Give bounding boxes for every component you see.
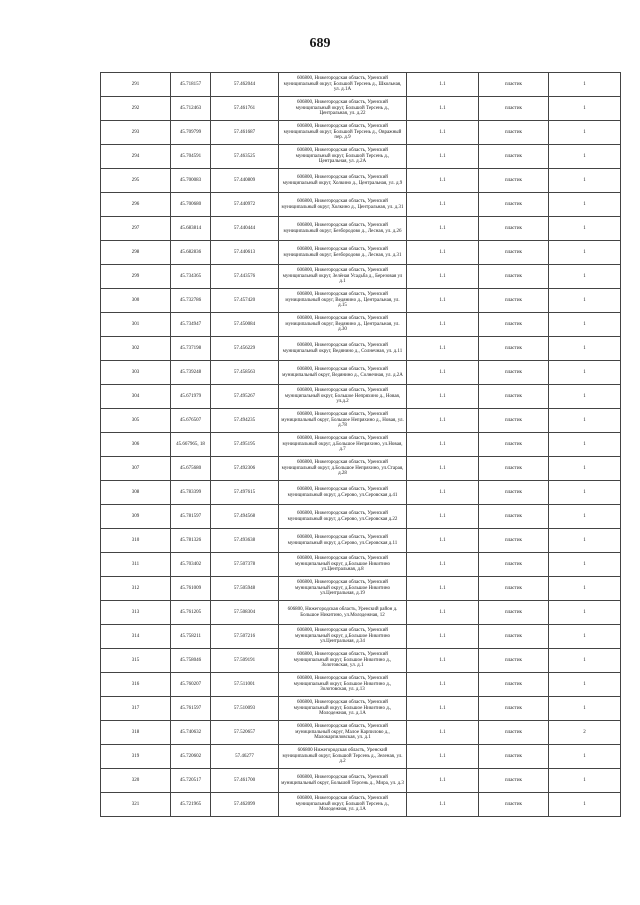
table-row [101,193,621,217]
longitude-cell: 57.492306 [211,457,279,481]
longitude-cell: 57.495267 [211,385,279,409]
table-row [101,481,621,505]
quantity-cell: 1 [549,409,621,433]
address-cell: 606800, Нижегородская область, Уренский муниципальный округ, Большое Никитино д., Золотовская, ул. д.1 [279,649,407,673]
table-row [101,361,621,385]
address-cell: 606800, Нижегородская область, Уренский муниципальный округ, Ведянино д., Центральная, ул. д.15 [279,289,407,313]
table-row [101,721,621,745]
material-cell: пластик [479,385,549,409]
longitude-cell: 57.440972 [211,193,279,217]
row-number-cell: 301 [101,313,171,337]
quantity-cell: 1 [549,313,621,337]
quantity-cell: 1 [549,481,621,505]
table-row [101,313,621,337]
table-row [101,793,621,817]
size-cell: 1.1 [407,265,479,289]
latitude-cell: 45.709799 [171,121,211,145]
address-cell: 606800, Нижегородская область, Уренский муниципальный округ, Зелёная Усадьба д., Березовая ул д.1 [279,265,407,289]
table-row [101,73,621,97]
size-cell: 1.1 [407,529,479,553]
latitude-cell: 45.740632 [171,721,211,745]
material-cell: пластик [479,577,549,601]
quantity-cell: 1 [549,337,621,361]
latitude-cell: 45.703402 [171,553,211,577]
size-cell: 1.1 [407,649,479,673]
longitude-cell: 57.508304 [211,601,279,625]
row-number-cell: 294 [101,145,171,169]
size-cell: 1.1 [407,577,479,601]
longitude-cell: 57.494235 [211,409,279,433]
material-cell: пластик [479,145,549,169]
table-row [101,265,621,289]
material-cell: пластик [479,673,549,697]
material-cell: пластик [479,505,549,529]
latitude-cell: 45.761009 [171,577,211,601]
table-row [101,385,621,409]
row-number-cell: 310 [101,529,171,553]
address-cell: 606800, Нижегородская область, Уренский муниципальный округ, Большой Терсень д., Мира, ул. д.3 [279,769,407,793]
material-cell: пластик [479,313,549,337]
longitude-cell: 57.497615 [211,481,279,505]
table-row [101,649,621,673]
material-cell: пластик [479,97,549,121]
material-cell: пластик [479,361,549,385]
row-number-cell: 319 [101,745,171,769]
table-row [101,601,621,625]
longitude-cell: 57.46277 [211,745,279,769]
size-cell: 1.1 [407,553,479,577]
size-cell: 1.1 [407,721,479,745]
material-cell: пластик [479,721,549,745]
size-cell: 1.1 [407,361,479,385]
latitude-cell: 45.675680 [171,457,211,481]
quantity-cell: 1 [549,697,621,721]
longitude-cell: 57.510093 [211,697,279,721]
material-cell: пластик [479,529,549,553]
size-cell: 1.1 [407,697,479,721]
material-cell: пластик [479,241,549,265]
latitude-cell: 45.667965, 18 [171,433,211,457]
page-number: 689 [309,36,331,51]
address-cell: 606800, Нижегородская область, Уренский муниципальный округ, Безбородово д., Лесная, ул. д.26 [279,217,407,241]
longitude-cell: 57.511001 [211,673,279,697]
latitude-cell: 45.683814 [171,217,211,241]
longitude-cell: 57.507216 [211,625,279,649]
longitude-cell: 57.456229 [211,337,279,361]
row-number-cell: 296 [101,193,171,217]
address-cell: 606800, Нижегородская область, Уренский район д. Большое Никитино, ул.Молодежная, 12 [279,601,407,625]
table-row [101,289,621,313]
material-cell: пластик [479,193,549,217]
address-cell: 606800, Нижегородская область, Уренский муниципальный округ, д.Большое Непряхино, ул.Новая, д.7 [279,433,407,457]
row-number-cell: 309 [101,505,171,529]
material-cell: пластик [479,553,549,577]
latitude-cell: 45.671979 [171,385,211,409]
size-cell: 1.1 [407,505,479,529]
size-cell: 1.1 [407,433,479,457]
table-row [101,241,621,265]
address-cell: 606800, Нижегородская область, Уренский муниципальный округ, Большое Никитино д., Золотовская, ул. д.13 [279,673,407,697]
address-cell: 606800, Нижегородская область, Уренский муниципальный округ, Большое Непряхино д., Новая, ул.д.2 [279,385,407,409]
quantity-cell: 1 [549,457,621,481]
row-number-cell: 317 [101,697,171,721]
material-cell: пластик [479,793,549,817]
material-cell: пластик [479,337,549,361]
address-cell: 606800, Нижегородская область, Уренский муниципальный округ, Большой Терсень д., Овражный пер. д.9 [279,121,407,145]
address-cell: 606800, Нижегородская область, Уренский муниципальный округ, Ведянино д., Солнечная, ул. д.11 [279,337,407,361]
latitude-cell: 45.720602 [171,745,211,769]
address-cell: 606800, Нижегородская область, Уренский муниципальный округ, Ведянино д., Центральная, ул. д.30 [279,313,407,337]
registry-table [100,72,621,817]
address-cell: 606800, Нижегородская область, Уренский муниципальный округ, д.Большое Никитино ул.Центральная, д.34 [279,625,407,649]
longitude-cell: 57.440444 [211,217,279,241]
address-cell: 606800, Нижегородская область, Уренский муниципальный округ, д.Большое Никитино ул.Центральная, д.8 [279,553,407,577]
table-row [101,745,621,769]
material-cell: пластик [479,217,549,241]
row-number-cell: 293 [101,121,171,145]
address-cell: 606800, Нижегородская область, Уренский муниципальный округ, д.Серово, ул.Серовская д.11 [279,529,407,553]
table-row [101,769,621,793]
quantity-cell: 1 [549,793,621,817]
address-cell: 606800, Нижегородская область, Уренский муниципальный округ, д.Серово, ул.Серовская д.41 [279,481,407,505]
row-number-cell: 312 [101,577,171,601]
latitude-cell: 45.761597 [171,697,211,721]
longitude-cell: 57.461700 [211,769,279,793]
table-row [101,577,621,601]
size-cell: 1.1 [407,313,479,337]
material-cell: пластик [479,289,549,313]
material-cell: пластик [479,481,549,505]
longitude-cell: 57.462044 [211,73,279,97]
latitude-cell: 45.718157 [171,73,211,97]
quantity-cell: 1 [549,577,621,601]
row-number-cell: 313 [101,601,171,625]
address-cell: 606800, Нижегородская область, Уренский муниципальный округ, д.Большое Непряхино, ул.Старая, д.28 [279,457,407,481]
row-number-cell: 299 [101,265,171,289]
longitude-cell: 57.443576 [211,265,279,289]
quantity-cell: 1 [549,145,621,169]
longitude-cell: 57.450084 [211,313,279,337]
size-cell: 1.1 [407,169,479,193]
longitude-cell: 57.457420 [211,289,279,313]
longitude-cell: 57.495195 [211,433,279,457]
quantity-cell: 1 [549,553,621,577]
row-number-cell: 300 [101,289,171,313]
size-cell: 1.1 [407,793,479,817]
quantity-cell: 1 [549,169,621,193]
quantity-cell: 1 [549,121,621,145]
table-row [101,121,621,145]
material-cell: пластик [479,73,549,97]
longitude-cell: 57.461761 [211,97,279,121]
size-cell: 1.1 [407,337,479,361]
size-cell: 1.1 [407,625,479,649]
row-number-cell: 307 [101,457,171,481]
size-cell: 1.1 [407,745,479,769]
address-cell: 606800, Нижегородская область, Уренский муниципальный округ, д.Большое Никитино ул.Центральная, д.19 [279,577,407,601]
longitude-cell: 57.461687 [211,121,279,145]
quantity-cell: 1 [549,289,621,313]
longitude-cell: 57.509191 [211,649,279,673]
material-cell: пластик [479,433,549,457]
latitude-cell: 45.734365 [171,265,211,289]
material-cell: пластик [479,649,549,673]
latitude-cell: 45.783399 [171,481,211,505]
latitude-cell: 45.721965 [171,793,211,817]
size-cell: 1.1 [407,769,479,793]
quantity-cell: 1 [549,241,621,265]
size-cell: 1.1 [407,97,479,121]
row-number-cell: 297 [101,217,171,241]
quantity-cell: 1 [549,601,621,625]
quantity-cell: 1 [549,625,621,649]
quantity-cell: 1 [549,529,621,553]
row-number-cell: 295 [101,169,171,193]
quantity-cell: 1 [549,649,621,673]
quantity-cell: 1 [549,265,621,289]
address-cell: 606800, Нижегородская область, Уренский муниципальный округ, Безбородово д., Лесная, ул. д.31 [279,241,407,265]
latitude-cell: 45.700083 [171,169,211,193]
address-cell: 606800, Нижегородская область, Уренский муниципальный округ, Большой Терсень д., Центральная, ул. д.2А [279,145,407,169]
longitude-cell: 57.462099 [211,793,279,817]
table-row [101,673,621,697]
table-row [101,433,621,457]
size-cell: 1.1 [407,481,479,505]
material-cell: пластик [479,697,549,721]
table-row [101,553,621,577]
row-number-cell: 308 [101,481,171,505]
longitude-cell: 57.440809 [211,169,279,193]
table-row [101,97,621,121]
quantity-cell: 1 [549,361,621,385]
latitude-cell: 45.758211 [171,625,211,649]
table-row [101,145,621,169]
table-row [101,457,621,481]
row-number-cell: 302 [101,337,171,361]
address-cell: 606800, Нижегородская область, Уренский муниципальный округ, Большое Никитино д., Молодежная, ул. д.1А [279,697,407,721]
material-cell: пластик [479,457,549,481]
address-cell: 606800, Нижегородская область, Уренский муниципальный округ, Холкино д., Центральная, ул. д.31 [279,193,407,217]
size-cell: 1.1 [407,601,479,625]
longitude-cell: 57.458563 [211,361,279,385]
material-cell: пластик [479,121,549,145]
row-number-cell: 303 [101,361,171,385]
row-number-cell: 292 [101,97,171,121]
longitude-cell: 57.520657 [211,721,279,745]
latitude-cell: 45.676507 [171,409,211,433]
quantity-cell: 1 [549,745,621,769]
latitude-cell: 45.760207 [171,673,211,697]
address-cell: 606800, Нижегородская область, Уренский муниципальный округ, Малое Карпилово д., Малокарпиловская, ул. д.1 [279,721,407,745]
size-cell: 1.1 [407,73,479,97]
table-row [101,505,621,529]
quantity-cell: 1 [549,673,621,697]
quantity-cell: 1 [549,433,621,457]
table-row [101,217,621,241]
address-cell: 606800, Нижегородская область, Уренский муниципальный округ, Ведянино д., Солнечная, ул. д.2А [279,361,407,385]
latitude-cell: 45.734947 [171,313,211,337]
table-row [101,409,621,433]
quantity-cell: 1 [549,217,621,241]
quantity-cell: 2 [549,721,621,745]
latitude-cell: 45.761205 [171,601,211,625]
size-cell: 1.1 [407,193,479,217]
material-cell: пластик [479,409,549,433]
size-cell: 1.1 [407,145,479,169]
longitude-cell: 57.493638 [211,529,279,553]
latitude-cell: 45.732786 [171,289,211,313]
row-number-cell: 315 [101,649,171,673]
size-cell: 1.1 [407,289,479,313]
material-cell: пластик [479,745,549,769]
table-row [101,529,621,553]
table-row [101,625,621,649]
row-number-cell: 316 [101,673,171,697]
size-cell: 1.1 [407,121,479,145]
material-cell: пластик [479,265,549,289]
table-row [101,169,621,193]
table-row [101,337,621,361]
latitude-cell: 45.739248 [171,361,211,385]
row-number-cell: 318 [101,721,171,745]
size-cell: 1.1 [407,673,479,697]
size-cell: 1.1 [407,241,479,265]
quantity-cell: 1 [549,505,621,529]
row-number-cell: 305 [101,409,171,433]
address-cell: 606800, Нижегородская область, Уренский муниципальный округ, Большой Терсень д., Школьная, ул. д.1А [279,73,407,97]
row-number-cell: 321 [101,793,171,817]
material-cell: пластик [479,601,549,625]
longitude-cell: 57.463525 [211,145,279,169]
row-number-cell: 298 [101,241,171,265]
latitude-cell: 45.712463 [171,97,211,121]
address-cell: 606800, Нижегородская область, Уренский муниципальный округ, д.Серово, ул.Серовская д.22 [279,505,407,529]
material-cell: пластик [479,169,549,193]
address-cell: 606800, Нижегородская область, Уренский муниципальный округ, Большой Терсень д., Молодежная, ул. д.1А [279,793,407,817]
row-number-cell: 320 [101,769,171,793]
address-cell: 606800 Нижегородская область, Уренский муниципальный округ, Большой Терсень д., Зеленая, ул. д.2 [279,745,407,769]
row-number-cell: 304 [101,385,171,409]
quantity-cell: 1 [549,97,621,121]
longitude-cell: 57.505948 [211,577,279,601]
address-cell: 606800, Нижегородская область, Уренский муниципальный округ, Холкино д., Центральная, ул. д.9 [279,169,407,193]
latitude-cell: 45.737198 [171,337,211,361]
address-cell: 606800, Нижегородская область, Уренский муниципальный округ, Большое Непряхино д., Новая, ул. д.78 [279,409,407,433]
row-number-cell: 314 [101,625,171,649]
address-cell: 606800, Нижегородская область, Уренский муниципальный округ, Большой Терсень д., Центральная, ул. д.22 [279,97,407,121]
size-cell: 1.1 [407,217,479,241]
row-number-cell: 291 [101,73,171,97]
longitude-cell: 57.507378 [211,553,279,577]
material-cell: пластик [479,625,549,649]
longitude-cell: 57.440613 [211,241,279,265]
quantity-cell: 1 [549,385,621,409]
latitude-cell: 45.781597 [171,505,211,529]
latitude-cell: 45.758046 [171,649,211,673]
material-cell: пластик [479,769,549,793]
longitude-cell: 57.494568 [211,505,279,529]
size-cell: 1.1 [407,385,479,409]
quantity-cell: 1 [549,769,621,793]
quantity-cell: 1 [549,73,621,97]
row-number-cell: 311 [101,553,171,577]
latitude-cell: 45.720517 [171,769,211,793]
latitude-cell: 45.704591 [171,145,211,169]
quantity-cell: 1 [549,193,621,217]
latitude-cell: 45.700680 [171,193,211,217]
row-number-cell: 306 [101,433,171,457]
size-cell: 1.1 [407,409,479,433]
registry-table-body [101,73,621,817]
size-cell: 1.1 [407,457,479,481]
latitude-cell: 45.781326 [171,529,211,553]
latitude-cell: 45.682836 [171,241,211,265]
table-row [101,697,621,721]
